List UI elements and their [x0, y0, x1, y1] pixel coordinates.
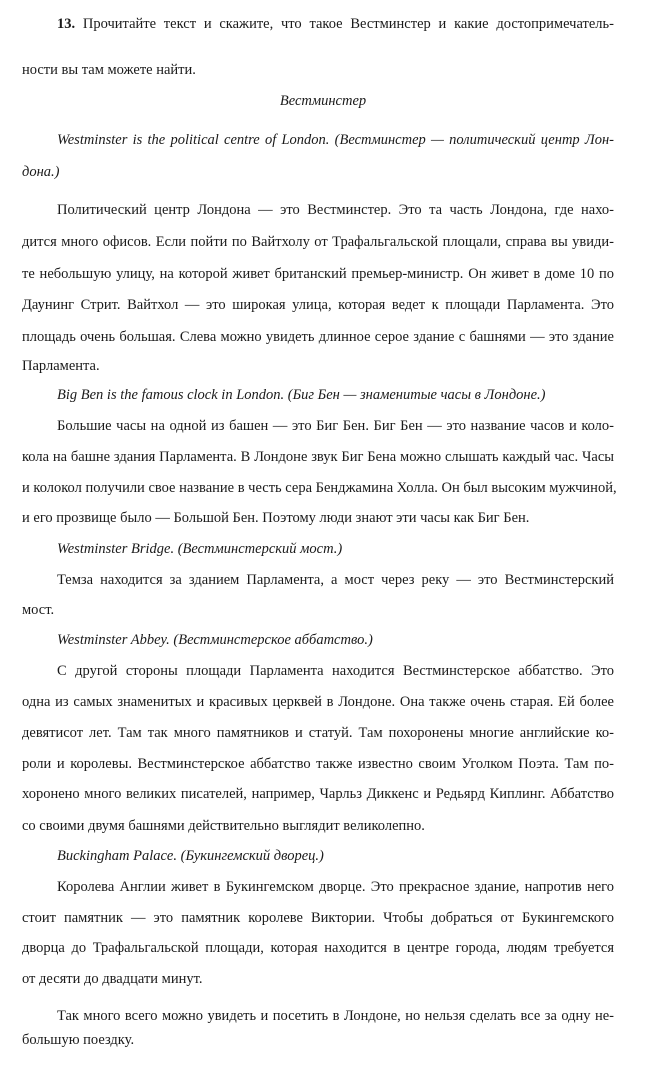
paragraph-line: те небольшую улицу, на которой живет британский премьер-министр. Он живет в доме 10 по: [22, 266, 614, 282]
paragraph-line: Так много всего можно увидеть и посетить в Лондоне, но нельзя сделать все за одну не-: [57, 1008, 614, 1024]
section-heading-line: Westminster Bridge. (Вестминстерский мост.): [57, 541, 343, 557]
exercise-number: 13.: [57, 16, 76, 32]
paragraph-line: Королева Англии живет в Букингемском дворце. Это прекрасное здание, напротив него: [57, 879, 614, 895]
paragraph-line: от десяти до двадцати минут.: [22, 971, 203, 987]
paragraph-line: стоит памятник — это памятник королеве Виктории. Чтобы добраться от Букингемского: [22, 910, 614, 926]
section-heading-line: Westminster Abbey. (Вестминстерское аббатство.): [57, 632, 373, 648]
text-title: Вестминстер: [279, 93, 367, 109]
paragraph-line: и его прозвище было — Большой Бен. Поэтому люди знают эти часы как Биг Бен.: [22, 510, 530, 526]
section-heading-line: Big Ben is the famous clock in London. (Биг Бен — знаменитые часы в Лондоне.): [57, 387, 546, 403]
paragraph-line: большую поездку.: [22, 1032, 135, 1048]
paragraph-line: кола на башне здания Парламента. В Лондоне звук Биг Бена можно слышать каждый час. Часы: [22, 449, 614, 465]
paragraph-line: Политический центр Лондона — это Вестминстер. Это та часть Лондона, где нахо-: [57, 202, 614, 218]
section-heading-line: дона.): [22, 164, 60, 180]
paragraph-line: Темза находится за зданием Парламента, а мост через реку — это Вестминстерский: [57, 572, 614, 588]
paragraph-line: дворца до Трафальгальской площади, которая находится в центре города, людям требуется: [22, 940, 614, 956]
paragraph-line: со своими двумя башнями действительно выглядит великолепно.: [22, 818, 425, 834]
section-heading-line: Buckingham Palace. (Букингемский дворец.): [57, 848, 324, 864]
paragraph-line: Большие часы на одной из башен — это Биг Бен. Биг Бен — это название часов и коло-: [57, 418, 614, 434]
paragraph-line: мост.: [22, 602, 55, 618]
section-heading-line: Westminster is the political centre of London. (Вестминстер — политический центр Лон-: [57, 132, 614, 148]
paragraph-line: одна из самых знаменитых и красивых церквей в Лондоне. Она также очень старая. Ей более: [22, 694, 614, 710]
paragraph-line: девятисот лет. Там так много памятников и статуй. Там похоронены многие английские ко-: [22, 725, 614, 741]
paragraph-line: хоронено много великих писателей, например, Чарльз Диккенс и Редьярд Киплинг. Аббатство: [22, 786, 614, 802]
paragraph-line: дится много офисов. Если пойти по Вайтхолу от Трафальгальской площали, справа вы увиди-: [22, 234, 614, 250]
paragraph-line: и колокол получили свое название в честь сера Бенджамина Холла. Он был высоким мужчиной,: [22, 480, 617, 496]
paragraph-line: роли и королевы. Вестминстерское аббатство также известно своим Уголком Поэта. Там по-: [22, 756, 614, 772]
paragraph-line: Парламента.: [22, 358, 100, 374]
paragraph-line: площадь очень большая. Слева можно увидеть длинное серое здание с башнями — это здание: [22, 329, 614, 345]
paragraph-line: Даунинг Стрит. Вайтхол — это широкая улица, которая ведет к площади Парламента. Это: [22, 297, 614, 313]
exercise-instruction-line: ности вы там можете найти.: [22, 62, 196, 78]
exercise-instruction-line: 13. Прочитайте текст и скажите, что такое Вестминстер и какие достопримечатель-: [57, 16, 614, 32]
paragraph-line: С другой стороны площади Парламента находится Вестминстерское аббатство. Это: [57, 663, 614, 679]
